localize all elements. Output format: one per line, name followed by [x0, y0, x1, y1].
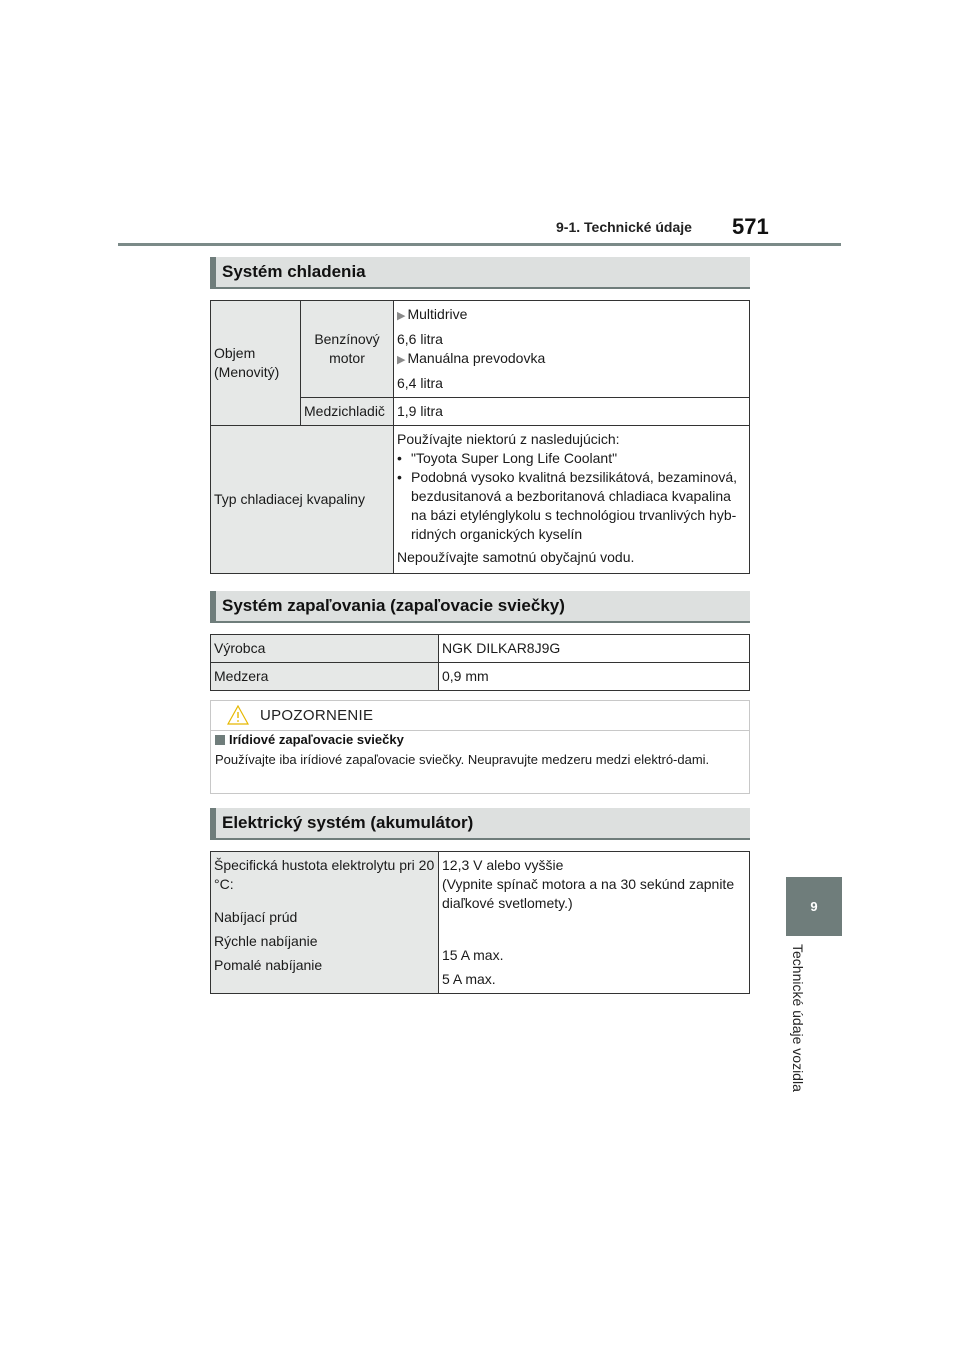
triangle-right-icon: ▶ — [397, 310, 406, 322]
multidrive-value: 6,6 litra — [397, 331, 443, 347]
fast-label: Rýchle nabíjanie — [214, 933, 318, 949]
electrical-labels — [211, 852, 439, 994]
coolant-option: Podobná vysoko kvalitná bezsilikátová, bezaminová, bezdusitanová a bezboritanová chladiaca kvapalina na bázi etylénglykolu s technológiou trvanlivých hyb-ridných organických kyselín — [411, 469, 738, 542]
engine-values — [394, 301, 750, 398]
caution-title: UPOZORNENIE — [260, 707, 374, 724]
slow-label: Pomalé nabíjanie — [214, 957, 323, 973]
intercooler-value: 1,9 litra — [394, 398, 750, 426]
ignition-heading: Systém zapaľovania (zapaľovacie sviečky) — [210, 591, 750, 623]
electrical-values — [439, 852, 750, 994]
gap-value: 0,9 mm — [439, 663, 750, 691]
multidrive-label: Multidrive — [407, 306, 468, 322]
electrical-heading: Elektrický systém (akumulátor) — [210, 808, 750, 840]
caution-header — [211, 701, 749, 731]
intercooler-label: Medzichladič — [301, 398, 394, 426]
fast-value: 15 A max. — [442, 947, 504, 963]
electrical-table — [210, 851, 750, 994]
triangle-right-icon: ▶ — [397, 354, 406, 366]
cooling-heading: Systém chladenia — [210, 257, 750, 289]
maker-value: NGK DILKAR8J9G — [439, 635, 750, 663]
chapter-tab[interactable]: 9 — [786, 877, 842, 936]
bullet-icon: • — [397, 450, 402, 466]
bullet-icon: • — [397, 469, 402, 485]
manual-value: 6,4 litra — [397, 375, 443, 391]
gap-label: Medzera — [211, 663, 439, 691]
density-label: Špecifická hustota elektrolytu pri 20 °C: — [214, 857, 435, 892]
ignition-table — [210, 634, 750, 691]
caution-subheading: Irídiové zapaľovacie sviečky — [229, 732, 404, 747]
warning-icon — [227, 705, 249, 725]
chapter-label: Technické údaje vozidla — [790, 944, 806, 1092]
caution-text: Používajte iba irídiové zapaľovacie sviečky. Neupravujte medzeru medzi elektró-dami. — [215, 752, 710, 767]
coolant-label: Typ chladiacej kvapaliny — [211, 426, 394, 574]
maker-label: Výrobca — [211, 635, 439, 663]
square-bullet-icon — [215, 735, 225, 745]
density-note: (Vypnite spínač motora a na 30 sekúnd zapnite diaľkové svetlomety.) — [442, 876, 735, 911]
coolant-note: Nepoužívajte samotnú obyčajnú vodu. — [397, 549, 635, 565]
header-rule — [118, 243, 841, 246]
coolant-option: "Toyota Super Long Life Coolant" — [411, 450, 618, 466]
volume-label: Objem (Menovitý) — [211, 301, 301, 426]
engine-label: Benzínový motor — [301, 301, 394, 398]
caution-box — [210, 700, 750, 794]
coolant-values — [394, 426, 750, 574]
coolant-intro: Používajte niektorú z nasledujúcich: — [397, 431, 620, 447]
density-value: 12,3 V alebo vyššie — [442, 857, 564, 873]
manual-label: Manuálna prevodovka — [407, 350, 546, 366]
charge-label: Nabíjací prúd — [214, 909, 298, 925]
cooling-table — [210, 300, 750, 574]
section-title: 9-1. Technické údaje — [556, 219, 692, 235]
page-number: 571 — [732, 214, 769, 239]
slow-value: 5 A max. — [442, 971, 496, 987]
